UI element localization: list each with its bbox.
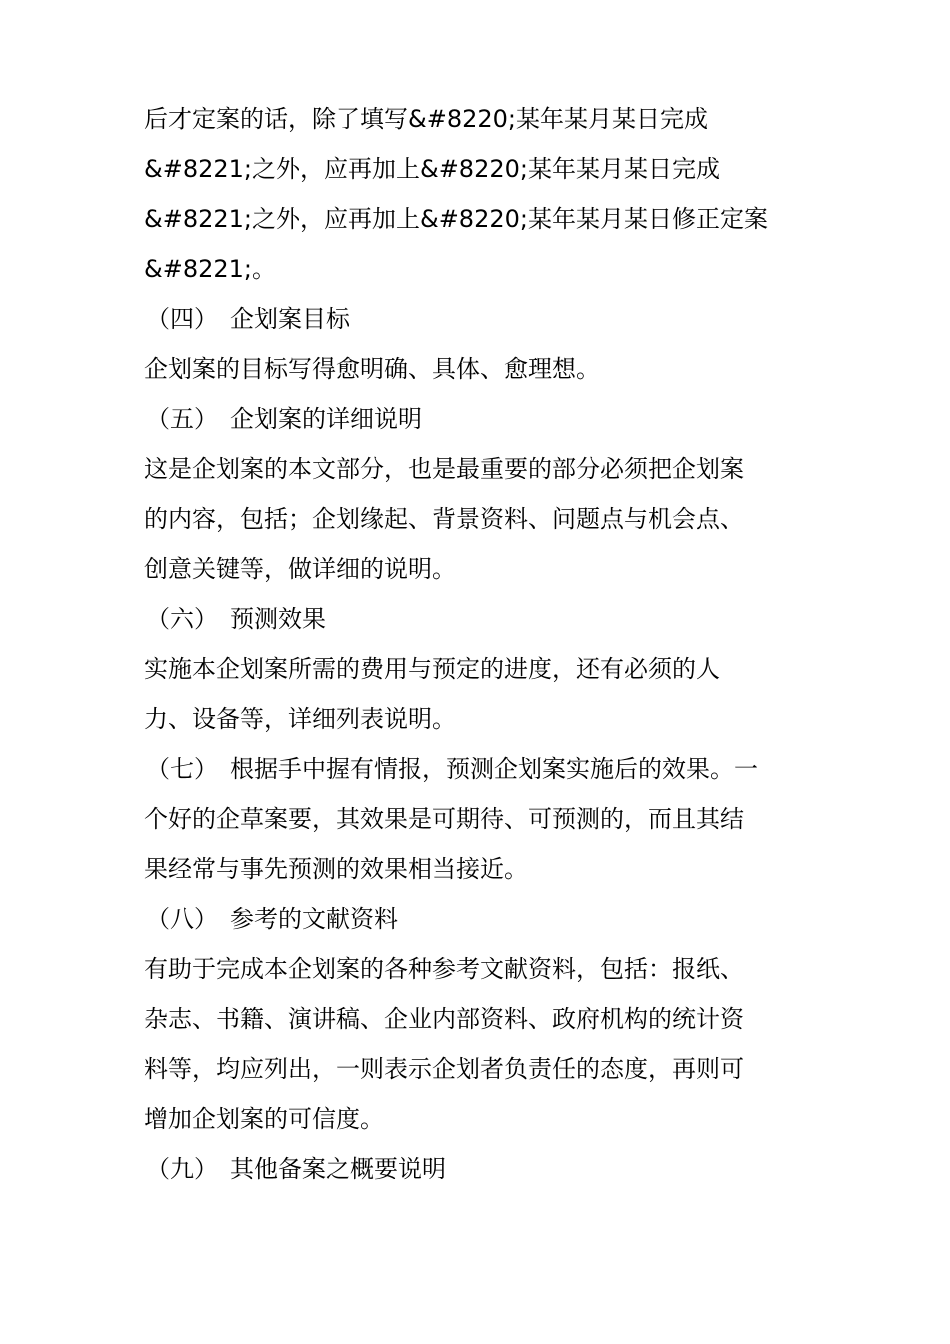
- text-line: &#8221;之外，应再加上&#8220;某年某月某日完成: [144, 155, 720, 183]
- text-line: 创意关键等，做详细的说明。: [144, 555, 456, 583]
- section-heading: （八） 参考的文献资料: [146, 905, 398, 933]
- text-line: 的内容，包括；企划缘起、背景资料、问题点与机会点、: [144, 505, 744, 533]
- document-body: [144, 94, 804, 1194]
- text-line: 力、设备等，详细列表说明。: [144, 705, 456, 733]
- text-line: 个好的企草案要，其效果是可期待、可预测的，而且其结: [144, 805, 744, 833]
- text-line: 料等，均应列出，一则表示企划者负责任的态度，再则可: [144, 1055, 744, 1083]
- text-line: 企划案的目标写得愈明确、具体、愈理想。: [144, 355, 600, 383]
- section-heading: （七） 根据手中握有情报，预测企划案实施后的效果。一: [146, 755, 758, 783]
- section-heading: （六） 预测效果: [146, 605, 326, 633]
- text-line: 杂志、书籍、演讲稿、企业内部资料、政府机构的统计资: [144, 1005, 744, 1033]
- text-line: 增加企划案的可信度。: [144, 1105, 384, 1133]
- text-line: 这是企划案的本文部分，也是最重要的部分必须把企划案: [144, 455, 744, 483]
- text-line: 果经常与事先预测的效果相当接近。: [144, 855, 528, 883]
- text-line: 后才定案的话，除了填写&#8220;某年某月某日完成: [144, 105, 708, 133]
- section-heading: （五） 企划案的详细说明: [146, 405, 422, 433]
- section-heading: （九） 其他备案之概要说明: [146, 1155, 446, 1183]
- section-heading: （四） 企划案目标: [146, 305, 350, 333]
- text-line: 实施本企划案所需的费用与预定的进度，还有必须的人: [144, 655, 720, 683]
- text-line: &#8221;。: [144, 255, 276, 283]
- text-line: 有助于完成本企划案的各种参考文献资料，包括：报纸、: [144, 955, 744, 983]
- text-line: &#8221;之外，应再加上&#8220;某年某月某日修正定案: [144, 205, 768, 233]
